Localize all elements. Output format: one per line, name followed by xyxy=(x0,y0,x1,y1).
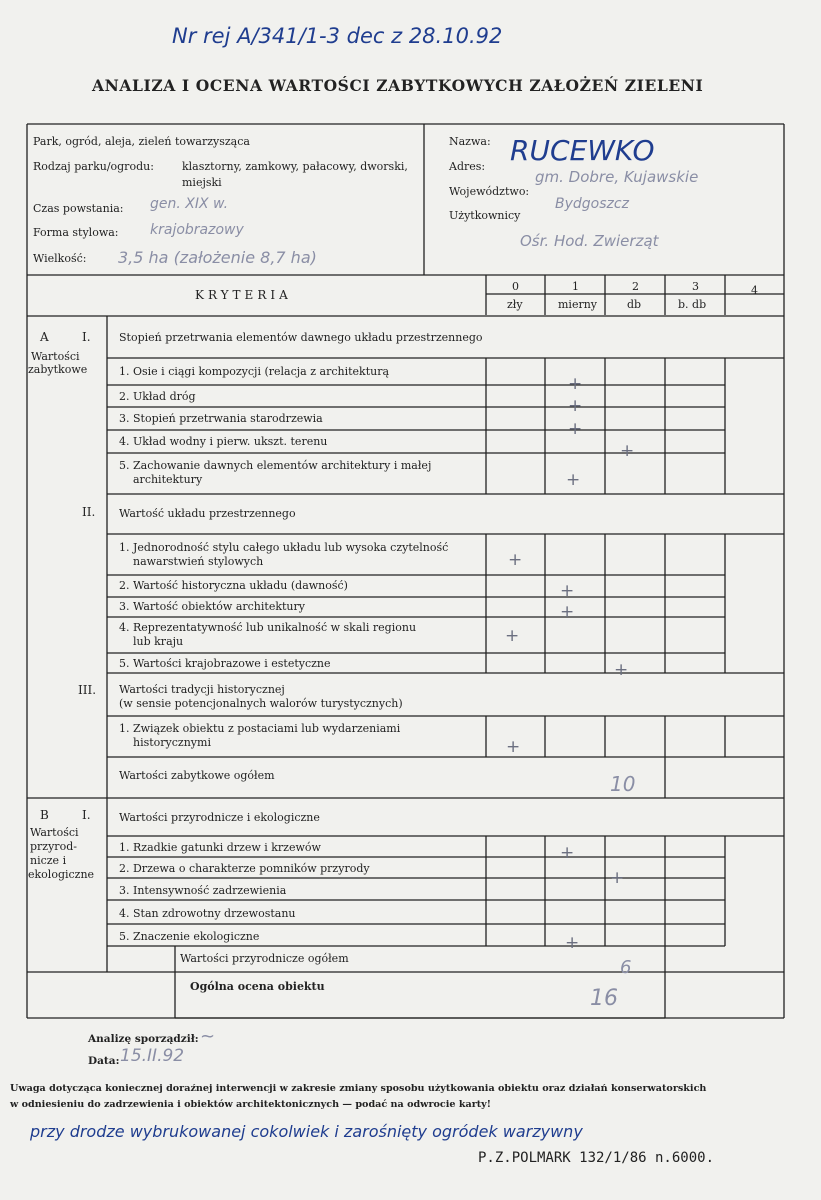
scale-label-good: db xyxy=(627,298,642,311)
group3-subtitle: (w sensie potencjonalnych walorów turystycznych) xyxy=(119,697,403,710)
criterion-a1-5: 5. Zachowanie dawnych elementów architektury i małej xyxy=(119,459,432,472)
scale-number-1: 1 xyxy=(572,280,579,293)
criterion-a1-2: 2. Układ dróg xyxy=(119,390,196,403)
criterion-a1-4: 4. Układ wodny i pierw. ukszt. terenu xyxy=(119,435,328,448)
score-mark: + xyxy=(566,470,581,490)
score-mark: + xyxy=(568,374,583,394)
criterion-b-3: 3. Intensywność zadrzewienia xyxy=(119,884,287,897)
page-title: ANALIZA I OCENA WARTOŚCI ZABYTKOWYCH ZAŁOŻEŃ ZIELENI xyxy=(92,76,704,95)
created-label: Czas powstania: xyxy=(33,202,124,215)
park-type-heading: Park, ogród, aleja, zieleń towarzysząca xyxy=(33,135,250,148)
section-a-group3-roman: III. xyxy=(78,683,97,697)
printer-imprint: P.Z.POLMARK 132/1/86 n.6000. xyxy=(478,1150,715,1166)
section-a-total-label: Wartości zabytkowe ogółem xyxy=(119,769,275,782)
park-kind-options-2: miejski xyxy=(182,176,222,189)
score-mark: + xyxy=(506,737,521,757)
note-line-1: Uwaga dotycząca koniecznej doraźnej interwencji w zakresie zmiany sposobu użytkowania obiektu oraz działań konserwatorskich xyxy=(10,1083,707,1094)
registration-number: Nr rej A/341/1-3 dec z 28.10.92 xyxy=(172,24,503,48)
section-a-name: Wartości xyxy=(31,350,80,363)
score-mark: + xyxy=(620,441,635,461)
overall-value: 16 xyxy=(590,986,618,1011)
scale-number-2: 2 xyxy=(632,280,639,293)
score-mark: + xyxy=(568,396,583,416)
address-value: gm. Dobre, Kujawskie xyxy=(535,168,699,186)
score-mark: + xyxy=(560,581,575,601)
score-mark: + xyxy=(568,419,583,439)
scale-label-very-good: b. db xyxy=(678,298,707,311)
size-value: 3,5 ha (założenie 8,7 ha) xyxy=(118,248,317,267)
criterion-a2-2: 2. Wartość historyczna układu (dawność) xyxy=(119,579,348,592)
criterion-a3-1-cont: historycznymi xyxy=(133,736,211,749)
style-label: Forma stylowa: xyxy=(33,226,119,239)
score-mark: + xyxy=(560,843,575,863)
scale-number-3: 3 xyxy=(692,280,699,293)
section-b-name: Wartości xyxy=(30,826,79,839)
criterion-a1-3: 3. Stopień przetrwania starodrzewia xyxy=(119,412,323,425)
criteria-heading: KRYTERIA xyxy=(195,288,292,302)
score-mark: + xyxy=(614,660,629,680)
score-mark: + xyxy=(508,550,523,570)
section-b-name-4: ekologiczne xyxy=(28,868,95,881)
handwritten-note: przy drodze wybrukowanej cokolwiek i zarośnięty ogródek warzywny xyxy=(30,1122,583,1141)
section-a-name-2: zabytkowe xyxy=(28,363,88,376)
voivodeship-label: Województwo: xyxy=(449,185,530,198)
score-mark: + xyxy=(505,626,520,646)
criterion-a2-5: 5. Wartości krajobrazowe i estetyczne xyxy=(119,657,331,670)
score-mark: + xyxy=(610,868,625,888)
section-b-name-3: nicze i xyxy=(30,854,67,867)
users-value: Ośr. Hod. Zwierząt xyxy=(520,232,659,250)
address-label: Adres: xyxy=(449,160,486,173)
section-b-total-value: 6 xyxy=(620,957,632,978)
criterion-a3-1: 1. Związek obiektu z postaciami lub wydarzeniami xyxy=(119,722,401,735)
criterion-b-4: 4. Stan zdrowotny drzewostanu xyxy=(119,907,296,920)
scale-number-4: 4 xyxy=(751,284,758,297)
name-value: RUCEWKO xyxy=(510,134,655,167)
size-label: Wielkość: xyxy=(33,252,87,265)
criterion-a2-4-cont: lub kraju xyxy=(133,635,184,648)
date-value: 15.II.92 xyxy=(120,1046,185,1066)
group2-title: Wartość układu przestrzennego xyxy=(119,507,296,520)
section-b-total-label: Wartości przyrodnicze ogółem xyxy=(180,952,349,965)
criterion-b-5: 5. Znaczenie ekologiczne xyxy=(119,930,260,943)
criterion-a1-1: 1. Osie i ciągi kompozycji (relacja z architekturą xyxy=(119,365,390,378)
section-b-letter: B xyxy=(40,808,49,822)
score-mark: + xyxy=(560,602,575,622)
section-b-name-2: przyrod- xyxy=(30,840,77,853)
overall-label: Ogólna ocena obiektu xyxy=(190,980,325,993)
park-kind-label: Rodzaj parku/ogrodu: xyxy=(33,160,154,173)
date-label: Data: xyxy=(88,1055,120,1067)
prepared-by-signature: ~ xyxy=(200,1026,216,1047)
scale-label-bad: zły xyxy=(507,298,523,311)
criterion-a2-1: 1. Jednorodność stylu całego układu lub wysoka czytelność xyxy=(119,541,449,554)
score-mark: + xyxy=(565,933,580,953)
park-kind-options: klasztorny, zamkowy, pałacowy, dworski, xyxy=(182,160,408,173)
prepared-by-label: Analizę sporządził: xyxy=(88,1033,199,1045)
scale-label-poor: mierny xyxy=(558,298,598,311)
group1-title: Stopień przetrwania elementów dawnego układu przestrzennego xyxy=(119,331,483,344)
criterion-a1-5-cont: architektury xyxy=(133,473,203,486)
criterion-a2-3: 3. Wartość obiektów architektury xyxy=(119,600,305,613)
section-a-total-value: 10 xyxy=(610,772,636,796)
section-a-group1-roman: I. xyxy=(82,330,91,344)
section-a-group2-roman: II. xyxy=(82,505,96,519)
scale-number-0: 0 xyxy=(512,280,519,293)
criterion-b-2: 2. Drzewa o charakterze pomników przyrody xyxy=(119,862,370,875)
section-b-roman: I. xyxy=(82,808,91,822)
criterion-a2-4: 4. Reprezentatywność lub unikalność w skali regionu xyxy=(119,621,417,634)
voivodeship-value: Bydgoszcz xyxy=(555,196,629,212)
name-label: Nazwa: xyxy=(449,135,491,148)
group3-title: Wartości tradycji historycznej xyxy=(119,683,285,696)
users-label: Użytkownicy xyxy=(449,209,521,222)
style-value: krajobrazowy xyxy=(150,222,244,238)
created-value: gen. XIX w. xyxy=(150,196,229,212)
section-b-title: Wartości przyrodnicze i ekologiczne xyxy=(119,811,320,824)
note-line-2: w odniesieniu do zadrzewienia i obiektów architektonicznych — podać na odwrocie karty! xyxy=(10,1099,491,1110)
section-a-letter: A xyxy=(40,330,49,344)
criterion-a2-1-cont: nawarstwień stylowych xyxy=(133,555,264,568)
criterion-b-1: 1. Rzadkie gatunki drzew i krzewów xyxy=(119,841,321,854)
